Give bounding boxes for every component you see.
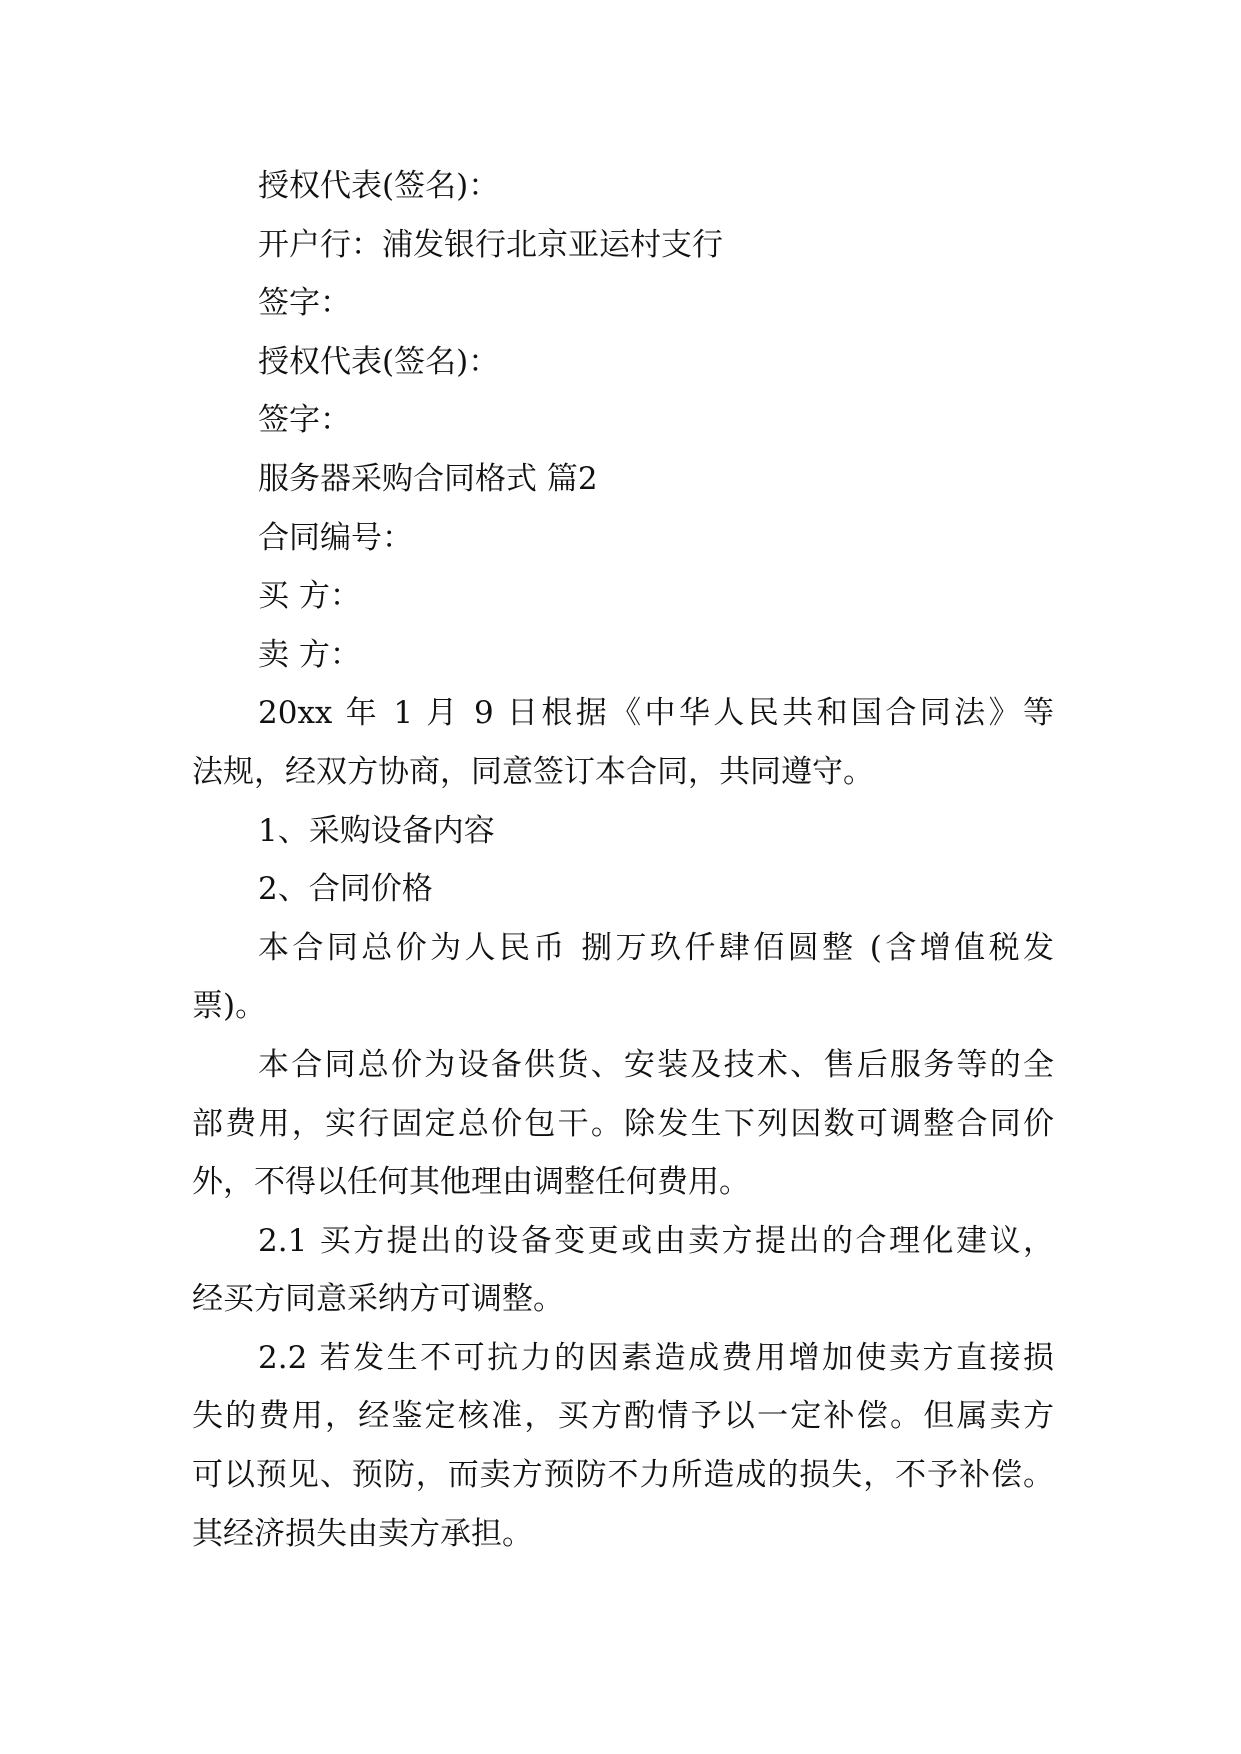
signature-label: 签字：	[258, 402, 351, 439]
document-body	[192, 157, 1054, 1563]
contract-number-label: 合同编号：	[258, 519, 413, 556]
total-price-paragraph	[192, 919, 1054, 1036]
seller-label: 卖 方：	[258, 636, 361, 673]
paragraph-line: 本合同总价为设备供货、安装及技术、售后服务等的全	[258, 1046, 1054, 1083]
paragraph-line: 法规，经双方协商，同意签订本合同，共同遵守。	[192, 753, 874, 790]
section-heading: 1、采购设备内容	[258, 812, 495, 849]
section-heading: 2、合同价格	[258, 871, 433, 908]
preamble-paragraph	[192, 684, 1054, 801]
buyer-label: 买 方：	[258, 578, 361, 615]
paragraph-line: 本合同总价为人民币 捌万玖仟肆佰圆整 (含增值税发	[258, 929, 1054, 966]
paragraph-line: 失的费用，经鉴定核准，买方酌情予以一定补偿。但属卖方	[192, 1398, 1054, 1435]
clause-2-1-paragraph	[192, 1212, 1054, 1329]
paragraph-line: 2.2 若发生不可抗力的因素造成费用增加使卖方直接损	[258, 1339, 1054, 1376]
price-scope-paragraph	[192, 1036, 1054, 1212]
authorized-rep-signature-label: 授权代表(签名)：	[258, 343, 500, 380]
paragraph-line: 其经济损失由卖方承担。	[192, 1515, 533, 1552]
clause-2-2-paragraph	[192, 1329, 1054, 1563]
signature-label: 签字：	[258, 285, 351, 322]
bank-account-line: 开户行：浦发银行北京亚运村支行	[258, 226, 723, 263]
paragraph-line: 可以预见、预防，而卖方预防不力所造成的损失，不予补偿。	[192, 1457, 1054, 1494]
paragraph-line: 部费用，实行固定总价包干。除发生下列因数可调整合同价	[192, 1105, 1054, 1142]
paragraph-line: 20xx 年 1 月 9 日根据《中华人民共和国合同法》等	[258, 695, 1054, 732]
contract-title: 服务器采购合同格式 篇2	[258, 460, 598, 497]
paragraph-line: 票)。	[192, 988, 267, 1025]
paragraph-line: 外，不得以任何其他理由调整任何费用。	[192, 1164, 750, 1201]
paragraph-line: 经买方同意采纳方可调整。	[192, 1281, 564, 1318]
paragraph-line: 2.1 买方提出的设备变更或由卖方提出的合理化建议，	[258, 1222, 1054, 1259]
authorized-rep-signature-label: 授权代表(签名)：	[258, 168, 500, 204]
